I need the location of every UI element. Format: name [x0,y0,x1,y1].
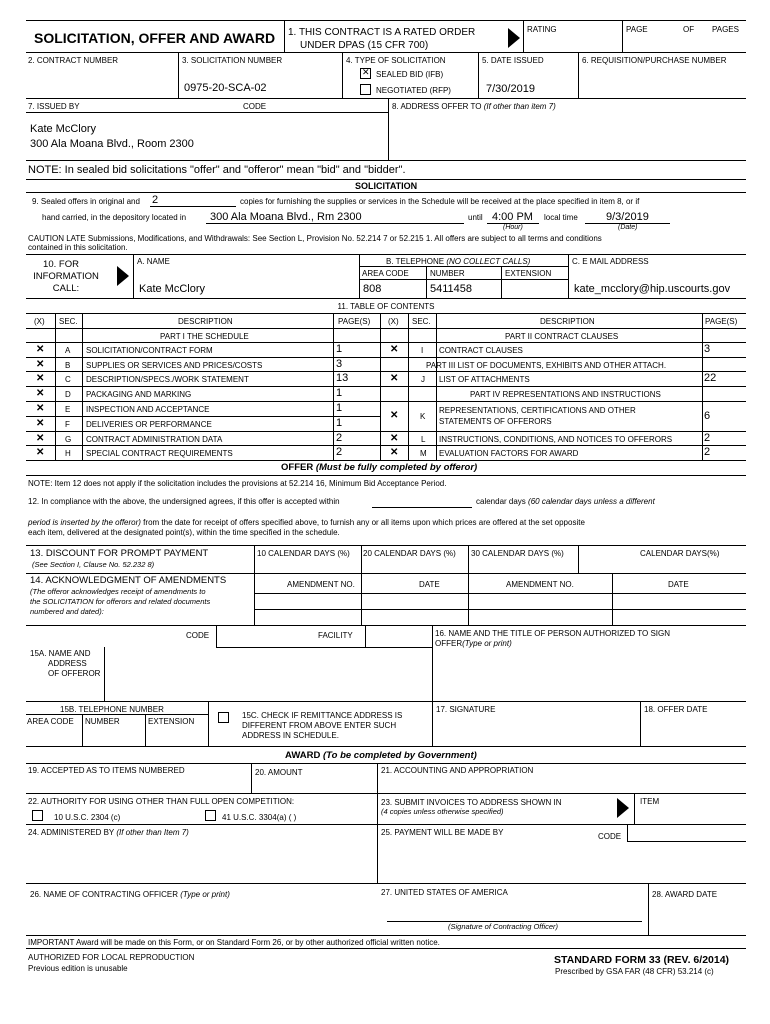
form-title: SOLICITATION, OFFER AND AWARD [34,30,276,46]
toc-mark-m[interactable]: ✕ [390,447,399,458]
toc-sec-d: D [65,390,71,399]
discount-note: (See Section I, Clause No. 52.232 8) [32,560,155,569]
toc-pages-i[interactable]: 3 [704,343,711,355]
area-code-value[interactable]: 808 [363,283,382,295]
item12-calendar-note: (60 calendar days unless a different [528,497,655,506]
offer-heading-text: OFFER [281,462,314,473]
authority-label: 22. AUTHORITY FOR USING OTHER THAN FULL OPEN COMPETITION: [28,797,295,806]
pages-label: PAGES [712,25,739,34]
toc-desc-l: INSTRUCTIONS, CONDITIONS, AND NOTICES TO OFFERORS [439,435,673,444]
toc-desc-f: DELIVERIES OR PERFORMANCE [86,420,212,429]
number-label: NUMBER [430,269,465,278]
date-issued-value[interactable]: 7/30/2019 [486,83,535,95]
address-offer-label [392,102,556,111]
toc-desc-g: CONTRACT ADMINISTRATION DATA [86,435,223,444]
hour-caption: (Hour) [503,224,523,231]
usc-3304-checkbox[interactable] [205,810,216,821]
toc-col-desc-right: DESCRIPTION [540,317,595,326]
discount-30-days[interactable]: 30 CALENDAR DAYS (%) [471,549,564,558]
extension-label: EXTENSION [505,269,552,278]
copies-value[interactable]: 2 [152,194,159,206]
toc-mark-e[interactable]: ✕ [36,403,45,414]
award-date-label: 28. AWARD DATE [652,890,718,899]
tel-area-code-label: AREA CODE [27,717,74,726]
toc-pages-b[interactable]: 3 [336,358,343,370]
toc-heading: 11. TABLE OF CONTENTS [337,302,435,311]
administered-by-label [28,828,189,837]
item12-calendar-days [476,497,655,506]
contract-number-label: 2. CONTRACT NUMBER [28,56,119,65]
acknowledgment-note-2: the SOLICITATION for offerors and related documents [30,597,211,606]
contracting-officer-text: 26. NAME OF CONTRACTING OFFICER [30,890,179,899]
toc-sec-b: B [65,361,71,370]
toc-desc-h: SPECIAL CONTRACT REQUIREMENTS [86,449,233,458]
usc-2304-checkbox[interactable] [32,810,43,821]
toc-pages-d[interactable]: 1 [336,387,343,399]
offeror-name-address-label: 15A. NAME AND [30,649,91,658]
remittance-label-3: ADDRESS IN SCHEDULE. [242,731,339,740]
contracting-officer-note: (Type or print) [180,890,230,899]
toc-part-4: PART IV REPRESENTATIONS AND INSTRUCTIONS [470,390,661,399]
toc-desc-a: SOLICITATION/CONTRACT FORM [86,346,213,355]
issuer-name[interactable]: Kate McClory [30,123,97,135]
authorized-signer-label: 16. NAME AND THE TITLE OF PERSON AUTHORIZED TO SIGN [435,629,671,638]
facility-label: FACILITY [318,631,353,640]
toc-mark-g[interactable]: ✕ [36,433,45,444]
authorized-signer-note: (Type or print) [462,639,512,648]
telephone-label-text: B. TELEPHONE [386,257,445,266]
offeror-code-label: CODE [186,631,210,640]
time-value[interactable]: 4:00 PM [492,211,533,223]
offer-heading [281,463,477,474]
award-heading-note: (To be completed by Government) [323,750,477,761]
of-label: OF [683,25,695,34]
arrow-right-icon [508,28,520,48]
negotiated-label: NEGOTIATED (RFP) [376,86,451,95]
important-note: IMPORTANT Award will be made on this Form, or on Standard Form 26, or by other authorized official written notice. [28,938,440,947]
remittance-checkbox[interactable] [218,712,229,723]
toc-desc-k: REPRESENTATIONS, CERTIFICATIONS AND OTHER [439,406,636,415]
toc-mark-i[interactable]: ✕ [390,344,399,355]
toc-pages-h[interactable]: 2 [336,446,343,458]
submit-invoices-label: 23. SUBMIT INVOICES TO ADDRESS SHOWN IN [381,798,562,807]
toc-sec-g: G [65,435,72,444]
item-label: ITEM [640,797,660,806]
amendment-no-label: AMENDMENT NO. [287,580,355,589]
telephone-number-label: 15B. TELEPHONE NUMBER [60,705,164,714]
type-of-solicitation-label: 4. TYPE OF SOLICITATION [346,56,446,65]
acknowledgment-label: 14. ACKNOWLEDGMENT OF AMENDMENTS [30,575,227,586]
toc-col-pages: PAGE(S) [338,317,371,326]
remittance-label: 15C. CHECK IF REMITTANCE ADDRESS IS [242,711,403,720]
toc-sec-j: J [421,375,425,384]
toc-mark-f[interactable]: ✕ [36,418,45,429]
toc-mark-l[interactable]: ✕ [390,433,399,444]
number-value[interactable]: 5411458 [430,283,473,295]
arrow-right-icon [617,798,629,818]
sealed-bid-checkbox[interactable] [360,68,371,79]
amendment-date-label-2: DATE [668,580,689,589]
issued-by-label: 7. ISSUED BY [28,102,80,111]
requisition-number-label: 6. REQUISITION/PURCHASE NUMBER [582,56,727,65]
item12-calendar-days-text: calendar days [476,497,526,506]
authorized-signer-label-2 [435,639,512,648]
toc-col-sec: SEC. [59,317,78,326]
telephone-label [386,257,530,266]
remittance-label-2: DIFFERENT FROM ABOVE ENTER SUCH [242,721,397,730]
info-name-label: A. NAME [137,257,170,266]
offeror-name-address-label-2: ADDRESS [48,659,87,668]
toc-col-sec-right: SEC. [412,317,431,326]
usc-3304-label: 41 U.S.C. 3304(a) ( ) [222,813,297,822]
offeror-name-address-label-3: OF OFFEROR [48,669,101,678]
amendment-no-label-2: AMENDMENT NO. [506,580,574,589]
solicitation-heading: SOLICITATION [355,181,418,191]
until-label: until [468,213,483,222]
amount-label: 20. AMOUNT [255,768,303,777]
address-offer-label-text: 8. ADDRESS OFFER TO [392,102,482,111]
toc-col-x-right: (X) [388,317,399,326]
acknowledgment-note: (The offeror acknowledges receipt of amendments to [30,587,206,596]
offer-heading-note: (Must be fully completed by offeror) [315,462,478,473]
toc-desc-b: SUPPLIES OR SERVICES AND PRICES/COSTS [86,361,263,370]
discount-label: 13. DISCOUNT FOR PROMPT PAYMENT [30,548,209,559]
toc-sec-e: E [65,405,71,414]
solicitation-number-value[interactable]: 0975-20-SCA-02 [184,82,267,94]
email-label: C. E MAIL ADDRESS [572,257,649,266]
toc-pages-c[interactable]: 13 [336,372,349,384]
united-states-label: 27. UNITED STATES OF AMERICA [381,888,508,897]
toc-mark-a[interactable]: ✕ [36,344,45,355]
administered-by-text: 24. ADMINISTERED BY [28,828,115,837]
toc-mark-k[interactable]: ✕ [390,410,399,421]
date-value[interactable]: 9/3/2019 [606,211,649,223]
discount-10-days[interactable]: 10 CALENDAR DAYS (%) [257,549,350,558]
rated-order-label-2: UNDER DPAS (15 CFR 700) [300,40,429,51]
toc-col-x: (X) [34,317,45,326]
item12-period-note: period is inserted by the offeror) [28,518,141,527]
toc-sec-a: A [65,346,71,355]
toc-desc-c: DESCRIPTION/SPECS./WORK STATEMENT [86,375,249,384]
hand-carried-label: hand carried, in the depository located in [42,213,187,222]
toc-desc-k-2: STATEMENTS OF OFFERORS [439,417,552,426]
item9-label: 9. Sealed offers in original and [32,197,140,206]
previous-edition: Previous edition is unusable [28,964,128,973]
issuer-address[interactable]: 300 Ala Moana Blvd., Room 2300 [30,138,194,150]
discount-20-days[interactable]: 20 CALENDAR DAYS (%) [363,549,456,558]
toc-desc-d: PACKAGING AND MARKING [86,390,192,399]
page-label: PAGE [626,25,648,34]
local-time-label: local time [544,213,578,222]
toc-sec-l: L [421,435,426,444]
submit-invoices-note: (4 copies unless otherwise specified) [381,807,504,816]
email-value[interactable]: kate_mcclory@hip.uscourts.gov [574,283,731,295]
accepted-items-label: 19. ACCEPTED AS TO ITEMS NUMBERED [28,766,185,775]
toc-sec-h: H [65,449,71,458]
administered-by-note: (If other than Item 7) [116,828,189,837]
toc-sec-c: C [65,375,71,384]
negotiated-checkbox[interactable] [360,84,371,95]
toc-desc-e: INSPECTION AND ACCEPTANCE [86,405,210,414]
date-issued-label: 5. DATE ISSUED [482,56,544,65]
tel-number-label: NUMBER [85,717,120,726]
signature-label: 17. SIGNATURE [436,705,496,714]
info-call-label-3: CALL: [52,283,80,294]
depository-value[interactable]: 300 Ala Moana Blvd., Rm 2300 [210,211,362,223]
toc-pages-f[interactable]: 1 [336,417,343,429]
accounting-label: 21. ACCOUNTING AND APPROPRIATION [381,766,534,775]
toc-pages-e[interactable]: 1 [336,402,343,414]
area-code-label: AREA CODE [362,269,409,278]
discount-calendar-days[interactable]: CALENDAR DAYS(%) [640,549,720,558]
toc-part-3: PART III LIST OF DOCUMENTS, EXHIBITS AND OTHER ATTACH. [426,361,667,370]
acknowledgment-note-3: numbered and dated): [30,607,104,616]
toc-mark-h[interactable]: ✕ [36,447,45,458]
address-offer-note: (If other than item 7) [483,102,556,111]
toc-mark-c[interactable]: ✕ [36,373,45,384]
toc-pages-k[interactable]: 6 [704,410,711,422]
date-caption: (Date) [618,224,638,231]
toc-mark-b[interactable]: ✕ [36,359,45,370]
usc-2304-label: 10 U.S.C. 2304 (c) [54,813,121,822]
info-call-label-2: INFORMATION [33,271,99,282]
toc-sec-f: F [65,420,70,429]
item12-note: NOTE: Item 12 does not apply if the solicitation includes the provisions at 52.214 16, Minimum Bid Acceptance Period. [28,479,447,488]
amendment-date-label: DATE [419,580,440,589]
toc-mark-j[interactable]: ✕ [390,373,399,384]
info-call-label: 10. FOR [43,259,79,270]
issued-by-code-label: CODE [243,102,267,111]
prescribed-by: Prescribed by GSA FAR (48 CFR) 53.214 (c) [555,967,714,976]
toc-sec-i: I [421,346,424,355]
caution-text: CAUTION LATE Submissions, Modifications, and Withdrawals: See Section L, Provision No. 52.214 7 or 52.215 1. All offers are subject to all terms and conditions [28,234,602,243]
form-number: STANDARD FORM 33 (REV. 6/2014) [554,954,730,966]
toc-col-pages-right: PAGE(S) [705,317,738,326]
authorized-reproduction: AUTHORIZED FOR LOCAL REPRODUCTION [28,953,195,962]
toc-col-desc: DESCRIPTION [178,317,233,326]
signature-caption: (Signature of Contracting Officer) [448,922,559,931]
toc-desc-i: CONTRACT CLAUSES [439,346,523,355]
award-heading-text: AWARD [285,750,321,761]
toc-mark-d[interactable]: ✕ [36,388,45,399]
toc-sec-m: M [420,449,427,458]
item12-text: 12. In compliance with the above, the undersigned agrees, if this offer is accepted within [28,497,340,506]
payment-label: 25. PAYMENT WILL BE MADE BY [381,828,504,837]
toc-pages-j[interactable]: 22 [704,372,717,384]
toc-pages-m[interactable]: 2 [704,446,711,458]
offer-date-label: 18. OFFER DATE [644,705,708,714]
arrow-right-icon [117,266,129,286]
tel-extension-label: EXTENSION [148,717,195,726]
toc-pages-l[interactable]: 2 [704,432,711,444]
item12-delivery-text: each item, delivered at the designated point(s), within the time specified in the schedule. [28,528,340,537]
payment-code-label: CODE [598,832,622,841]
item9-text: copies for furnishing the supplies or services in the Schedule will be received at the place specified in item 8, or if [240,197,640,206]
contracting-officer-label [30,890,230,899]
toc-part-2: PART II CONTRACT CLAUSES [505,332,619,341]
item12-period-rest: from the date for receipt of offers specified above, to furnish any or all items upon which prices are offered at the set opposite [140,518,585,527]
authorized-signer-offer: OFFER [435,639,463,648]
item12-period-text [28,518,585,527]
toc-desc-m: EVALUATION FACTORS FOR AWARD [439,449,579,458]
caution-text-2: contained in this solicitation. [28,243,128,252]
rating-label: RATING [527,25,557,34]
toc-desc-j: LIST OF ATTACHMENTS [439,375,530,384]
solicitation-number-label: 3. SOLICITATION NUMBER [182,56,283,65]
sealed-bid-note: NOTE: In sealed bid solicitations "offer" and "offeror" mean "bid" and "bidder". [28,164,406,176]
award-heading [285,751,477,762]
info-name-value[interactable]: Kate McClory [139,283,206,295]
telephone-note: (NO COLLECT CALLS) [446,257,531,266]
toc-pages-g[interactable]: 2 [336,432,343,444]
toc-part-1: PART I THE SCHEDULE [160,332,249,341]
sealed-bid-label: SEALED BID (IFB) [376,70,444,79]
toc-sec-k: K [420,412,426,421]
toc-pages-a[interactable]: 1 [336,343,343,355]
rated-order-label: 1. THIS CONTRACT IS A RATED ORDER [288,27,476,38]
